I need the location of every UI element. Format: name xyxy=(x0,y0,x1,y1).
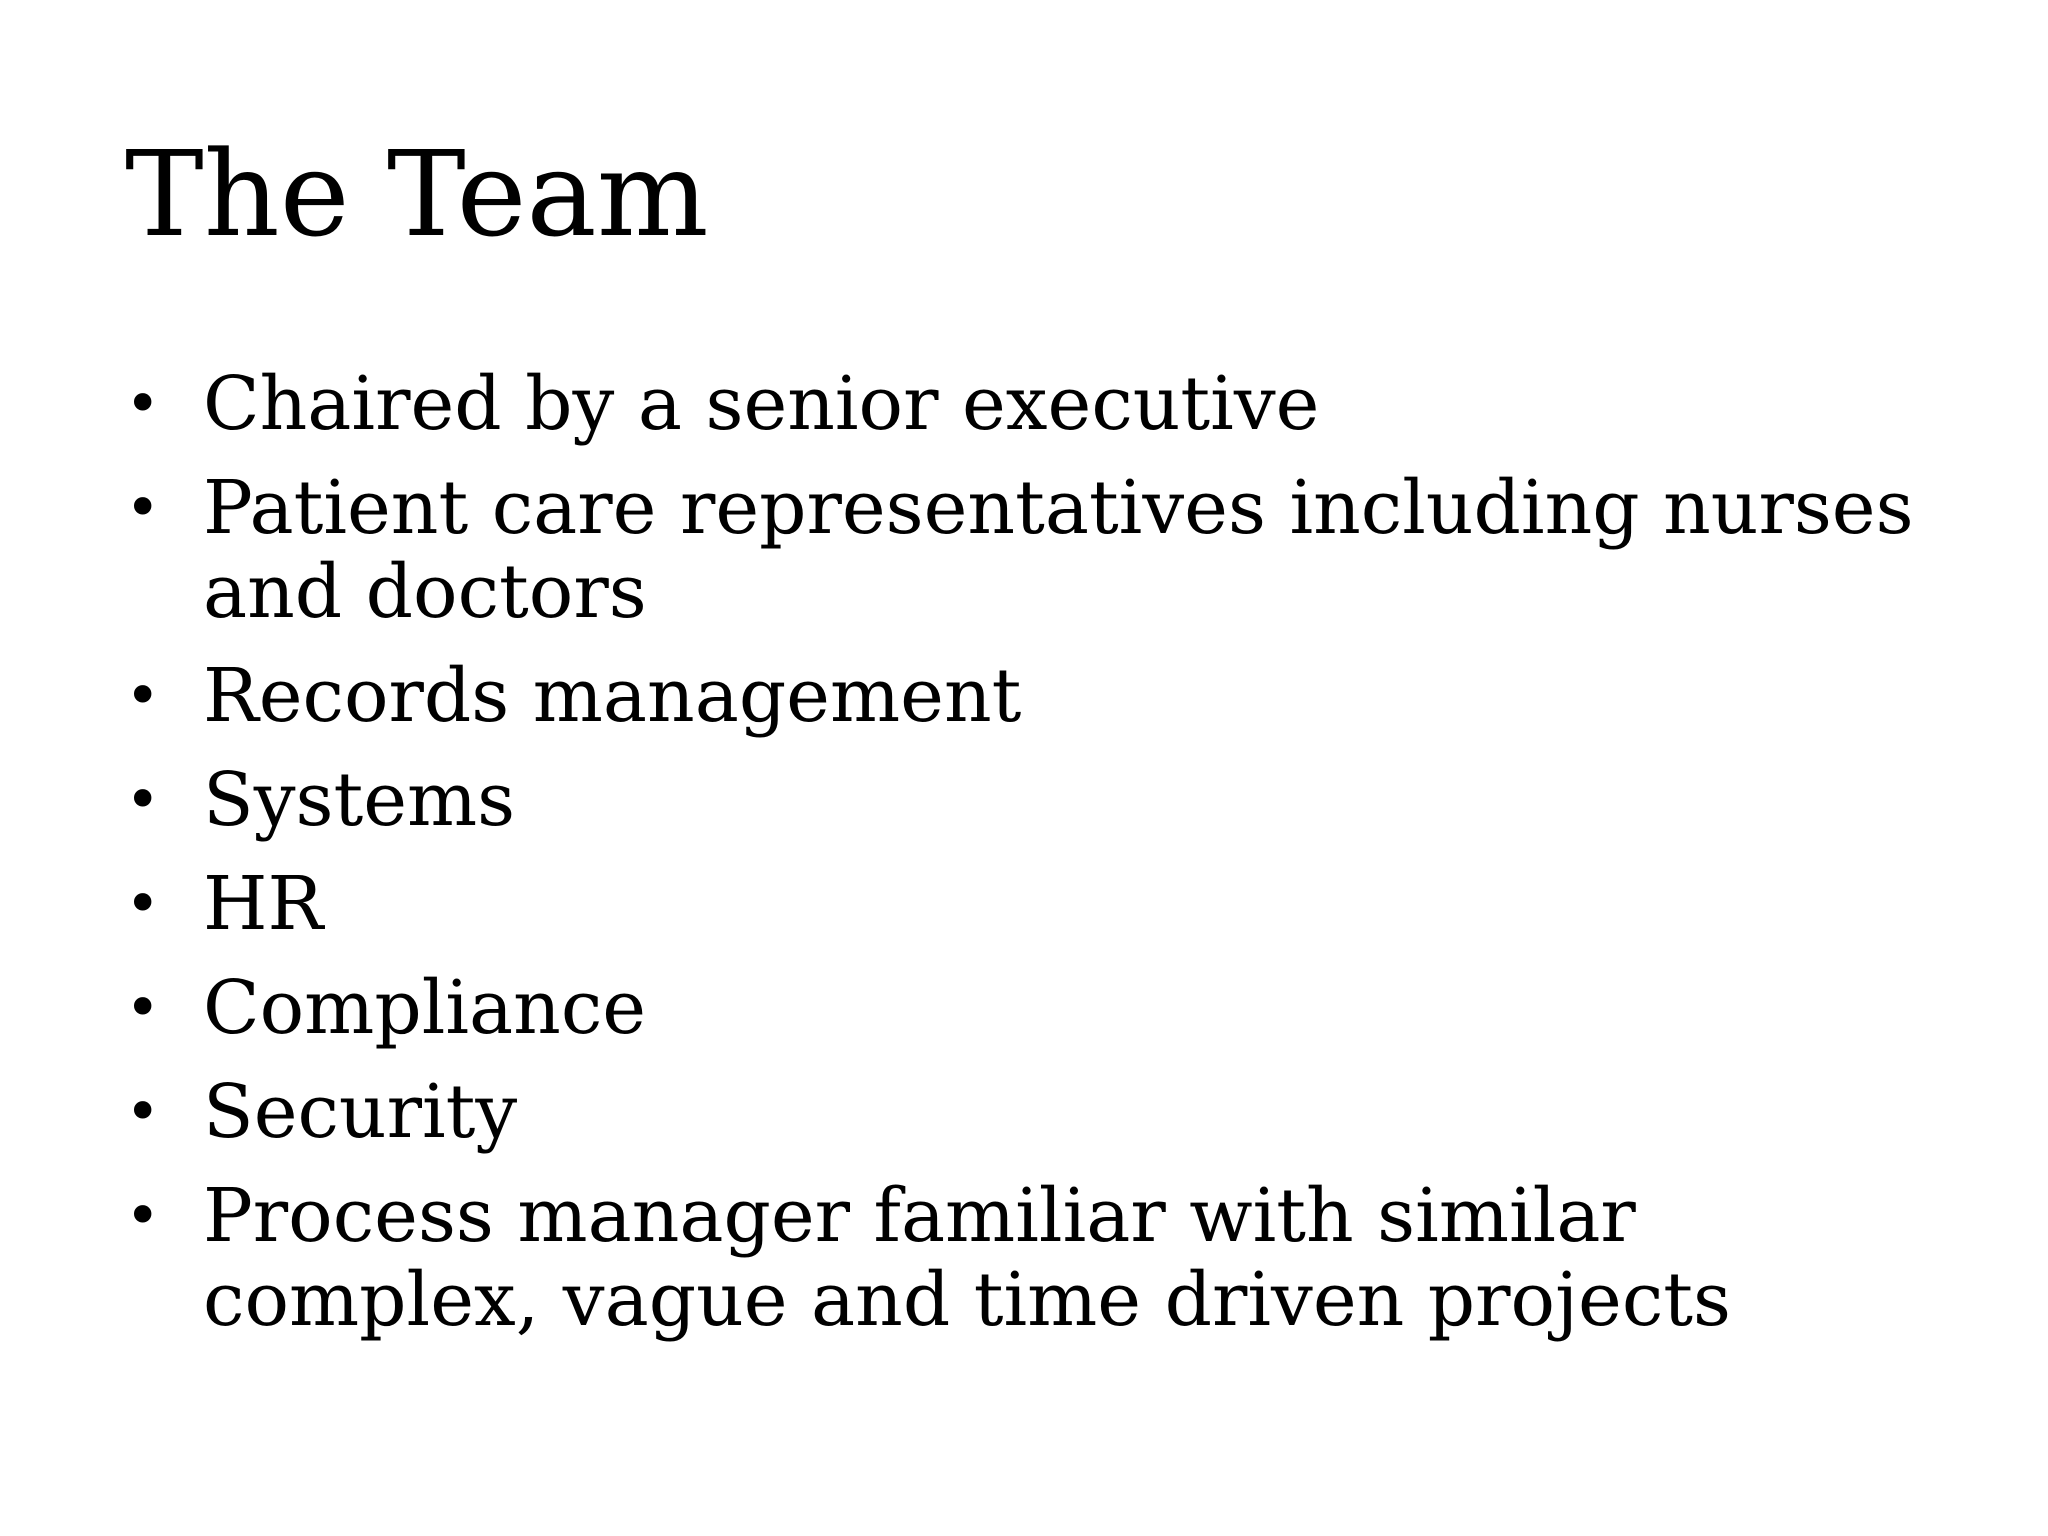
bullet-list xyxy=(125,362,1985,1362)
bullet-item xyxy=(125,1070,1985,1154)
bullet-icon: • xyxy=(125,1077,161,1147)
bullet-icon: • xyxy=(125,869,161,939)
bullet-item xyxy=(125,862,1985,946)
bullet-item xyxy=(125,966,1985,1050)
bullet-icon: • xyxy=(125,1181,161,1251)
bullet-text: HR xyxy=(203,861,324,947)
bullet-item xyxy=(125,1174,1985,1342)
bullet-item xyxy=(125,758,1985,842)
bullet-text: Compliance xyxy=(203,965,647,1051)
bullet-item xyxy=(125,654,1985,738)
bullet-text: Chaired by a senior executive xyxy=(203,361,1320,447)
bullet-icon: • xyxy=(125,661,161,731)
bullet-text: Process manager familiar with similar complex, vague and time driven projects xyxy=(203,1173,1731,1343)
bullet-text: Patient care representatives including nurses and doctors xyxy=(203,465,1914,635)
bullet-text: Systems xyxy=(203,757,516,843)
slide-title: The Team xyxy=(125,125,709,263)
bullet-item xyxy=(125,466,1985,634)
bullet-icon: • xyxy=(125,369,161,439)
bullet-icon: • xyxy=(125,765,161,835)
bullet-text: Records management xyxy=(203,653,1022,739)
bullet-icon: • xyxy=(125,973,161,1043)
bullet-icon: • xyxy=(125,473,161,543)
bullet-item xyxy=(125,362,1985,446)
bullet-text: Security xyxy=(203,1069,518,1155)
